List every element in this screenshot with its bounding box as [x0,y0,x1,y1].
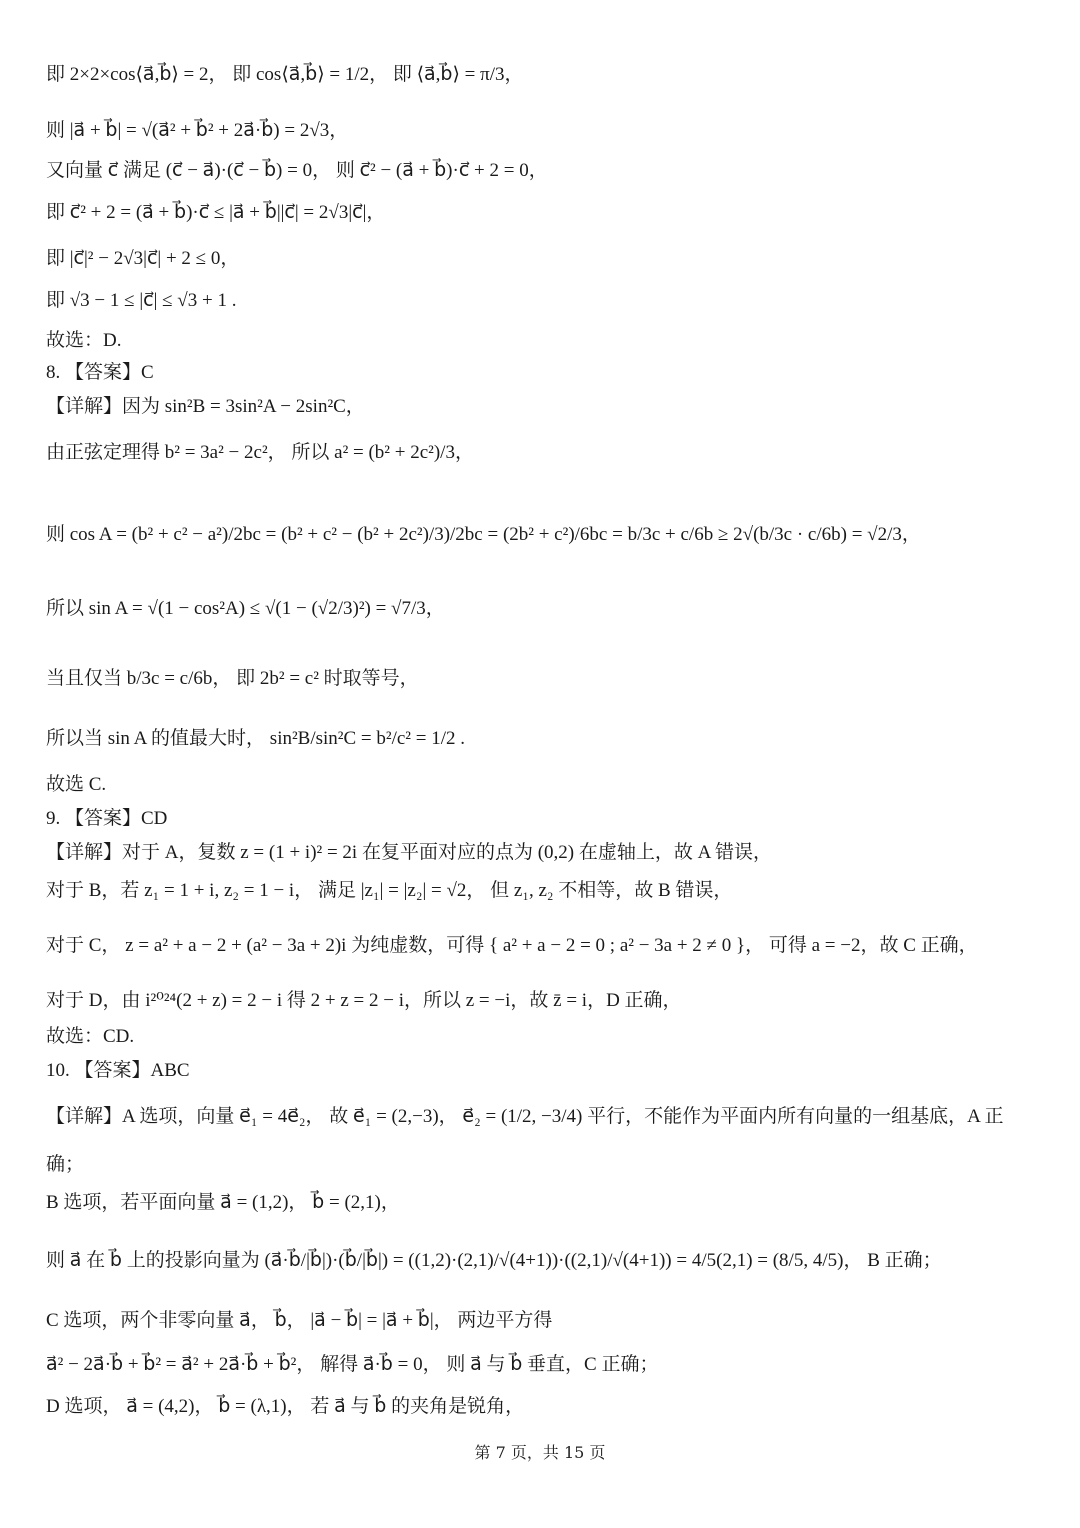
solution-line-1: 即 2×2×cos⟨a⃗,b⃗⟩ = 2， 即 cos⟨a⃗,b⃗⟩ = 1/2， 即 ⟨a⃗,b⃗⟩ = π/3， [46,64,524,85]
solution-line-26: 则 a⃗ 在 b⃗ 上的投影向量为 (a⃗·b⃗/|b⃗|)·(b⃗/|b⃗|) = ((1,2)·(2,1)/√(4+1))·((2,1)/√(4+1)) = 4/5(2,1) = (8/5, 4/5)， B 正确； [46,1250,942,1271]
solution-line-8: 8. 【答案】C [46,362,154,383]
solution-line-18: 对于 B，若 z₁ = 1 + i, z₂ = 1 − i， 满足 |z₁| = |z₂| = √2， 但 z₁, z₂ 不相等，故 B 错误， [46,880,733,901]
solution-line-3: 又向量 c⃗ 满足 (c⃗ − a⃗)·(c⃗ − b⃗) = 0， 则 c⃗² − (a⃗ + b⃗)·c⃗ + 2 = 0， [46,160,548,181]
solution-line-24: 确； [46,1154,85,1175]
solution-line-13: 当且仅当 b/3c = c/6b， 即 2b² = c² 时取等号， [46,668,419,689]
solution-line-11: 则 cos A = (b² + c² − a²)/2bc = (b² + c² − (b² + 2c²)/3)/2bc = (2b² + c²)/6bc = b/3c + c/6b ≥ 2√(b/3c · c/6b) = √2/3， [46,524,921,545]
solution-line-23: 【详解】A 选项，向量 e⃗₁ = 4e⃗₂， 故 e⃗₁ = (2,−3)， e⃗₂ = (1/2, −3/4) 平行，不能作为平面内所有向量的一组基底，A 正 [46,1106,1004,1127]
solution-line-25: B 选项，若平面向量 a⃗ = (1,2)， b⃗ = (2,1)， [46,1192,400,1213]
solution-line-14: 所以当 sin A 的值最大时， sin²B/sin²C = b²/c² = 1/2 . [46,728,465,749]
page-footer: 第 7 页，共 15 页 [474,1443,606,1462]
solution-line-21: 故选：CD. [46,1026,135,1047]
solution-line-19: 对于 C， z = a² + a − 2 + (a² − 3a + 2)i 为纯虚数，可得 { a² + a − 2 = 0 ; a² − 3a + 2 ≠ 0 }， 可得 a = −2，故 C 正确， [46,935,978,956]
solution-line-6: 即 √3 − 1 ≤ |c⃗| ≤ √3 + 1 . [46,290,237,311]
solution-line-12: 所以 sin A = √(1 − cos²A) ≤ √(1 − (√2/3)²) = √7/3， [46,598,445,619]
solution-line-20: 对于 D，由 i²⁰²⁴(2 + z) = 2 − i 得 2 + z = 2 − i，所以 z = −i，故 z̄ = i，D 正确， [46,990,682,1011]
solution-line-28: a⃗² − 2a⃗·b⃗ + b⃗² = a⃗² + 2a⃗·b⃗ + b⃗²， 解得 a⃗·b⃗ = 0， 则 a⃗ 与 b⃗ 垂直，C 正确； [46,1354,659,1375]
solution-line-9: 【详解】因为 sin²B = 3sin²A − 2sin²C， [46,396,365,417]
solution-line-27: C 选项，两个非零向量 a⃗， b⃗， |a⃗ − b⃗| = |a⃗ + b⃗|， 两边平方得 [46,1310,553,1331]
solution-line-10: 由正弦定理得 b² = 3a² − 2c²， 所以 a² = (b² + 2c²)/3， [46,442,474,463]
solution-line-4: 即 c⃗² + 2 = (a⃗ + b⃗)·c⃗ ≤ |a⃗ + b⃗||c⃗| = 2√3|c⃗|， [46,202,386,223]
solution-line-2: 则 |a⃗ + b⃗| = √(a⃗² + b⃗² + 2a⃗·b⃗) = 2√3， [46,120,349,141]
solution-line-17: 【详解】对于 A，复数 z = (1 + i)² = 2i 在复平面对应的点为 (0,2) 在虚轴上，故 A 错误， [46,842,773,863]
solution-line-15: 故选 C. [46,774,107,795]
solution-line-7: 故选：D. [46,330,122,351]
solution-line-16: 9. 【答案】CD [46,808,168,829]
solution-line-5: 即 |c⃗|² − 2√3|c⃗| + 2 ≤ 0， [46,248,240,269]
solution-line-29: D 选项， a⃗ = (4,2)， b⃗ = (λ,1)， 若 a⃗ 与 b⃗ 的夹角是锐角， [46,1396,525,1417]
solution-line-22: 10. 【答案】ABC [46,1060,190,1081]
